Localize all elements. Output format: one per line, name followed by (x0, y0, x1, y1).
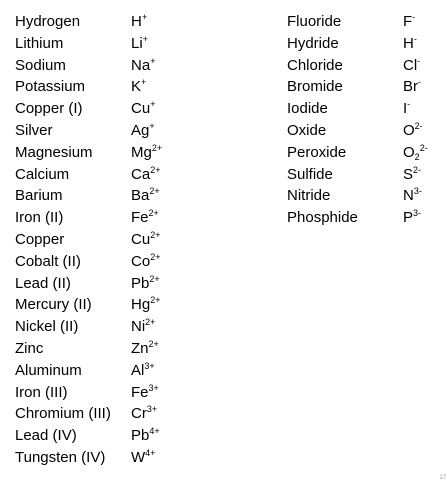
ion-formula (403, 55, 420, 77)
ion-symbol: Pb (131, 427, 150, 445)
ion-formula (403, 207, 421, 229)
ion-charge: 4+ (149, 426, 160, 437)
ion-symbol: Cu (131, 100, 151, 118)
ion-charge: 2+ (149, 186, 160, 197)
ion-charge: 2+ (151, 142, 163, 153)
ion-formula (131, 273, 160, 295)
ion-charge: - (413, 33, 417, 44)
ion-name: Chloride (287, 56, 343, 74)
ion-formula (403, 185, 422, 207)
ion-name: Fluoride (287, 13, 342, 30)
ion-name: Copper (I) (15, 100, 83, 118)
ion-formula (131, 360, 155, 382)
ion-formula (131, 120, 155, 142)
ion-name: Magnesium (15, 143, 93, 161)
ion-formula (131, 382, 159, 404)
ion-charge: 3+ (148, 382, 159, 393)
ion-formula (403, 142, 428, 164)
ion-subscript: 2 (414, 151, 420, 162)
ion-charge: 2+ (148, 338, 159, 349)
ion-formula (131, 55, 155, 77)
ion-formula (131, 425, 160, 447)
ion-name: Sulfide (287, 165, 333, 183)
ion-name: Calcium (15, 165, 70, 183)
ion-symbol: H (403, 34, 414, 52)
ion-symbol: H (131, 13, 142, 30)
ion-symbol: O (403, 121, 415, 139)
ion-symbol: O (403, 143, 415, 161)
page-number: 17 (439, 475, 446, 481)
ion-symbol: Ni (131, 318, 146, 336)
ion-name: Peroxide (287, 143, 347, 161)
ion-formula (131, 33, 148, 55)
ion-name: Iodide (287, 100, 328, 118)
ion-charge: 2- (414, 120, 423, 131)
ion-charge: + (141, 77, 147, 88)
ion-name: Zinc (15, 339, 44, 357)
ion-charge: 3+ (146, 404, 158, 415)
ion-formula (131, 142, 162, 164)
ion-charge: - (412, 12, 416, 22)
ion-formula (131, 338, 159, 360)
ion-charge: 2+ (148, 208, 159, 219)
ion-symbol: I (403, 100, 408, 118)
ion-charge: 3- (413, 186, 422, 197)
ion-formula (131, 164, 160, 186)
ion-charge: - (407, 99, 411, 110)
ion-charge: - (417, 55, 421, 66)
ion-formula (403, 164, 421, 186)
ion-formula (131, 185, 160, 207)
ion-name: Sodium (15, 56, 66, 74)
ion-formula (403, 11, 415, 33)
ion-formula (131, 229, 160, 251)
ion-formula (131, 98, 155, 120)
ion-symbol: Br (403, 78, 418, 96)
ion-formula (131, 207, 159, 229)
ion-symbol: S (403, 165, 414, 183)
ion-symbol: Pb (131, 274, 150, 292)
ion-symbol: Ca (131, 165, 151, 183)
ion-charge: + (141, 12, 148, 22)
ion-formula (403, 33, 417, 55)
ion-formula (131, 251, 160, 273)
ion-name: Iron (III) (15, 383, 68, 401)
ion-symbol: N (403, 187, 414, 205)
ion-formula (131, 403, 157, 425)
ion-charge: 2+ (150, 229, 161, 240)
ion-charge: 4+ (145, 447, 156, 458)
ion-formula (131, 447, 155, 469)
ion-symbol: Fe (131, 209, 149, 227)
ion-name: Hydrogen (15, 13, 81, 30)
ion-formula (403, 76, 421, 98)
ion-charge: 3+ (144, 360, 155, 371)
ion-name: Copper (15, 230, 65, 248)
ion-charge: 2+ (150, 164, 161, 175)
ion-charge: 2- (419, 142, 428, 153)
ion-charge: 2+ (145, 317, 156, 328)
ion-charge: - (418, 77, 421, 88)
ion-name: Nitride (287, 187, 331, 205)
ion-symbol: Cu (131, 230, 151, 248)
ion-name: Iron (II) (15, 209, 64, 227)
ion-charge: + (149, 120, 155, 131)
ion-charge: 2+ (150, 251, 161, 262)
ion-name: Cobalt (II) (15, 252, 81, 270)
ion-formula (403, 120, 423, 142)
ion-name: Nickel (II) (15, 318, 79, 336)
ion-symbol: F (403, 13, 413, 30)
ion-symbol: Hg (131, 296, 151, 314)
ion-symbol: Fe (131, 383, 149, 401)
ion-symbol: Co (131, 252, 151, 270)
ion-name: Phosphide (287, 209, 358, 227)
ion-name: Hydride (287, 34, 339, 52)
ion-name: Potassium (15, 78, 86, 96)
ion-symbol: Mg (131, 143, 152, 161)
ion-charge: 2+ (149, 273, 160, 284)
ion-symbol: Ba (131, 187, 150, 205)
ion-charge: + (142, 33, 148, 44)
ion-formula (131, 76, 146, 98)
ion-name: Silver (15, 121, 53, 139)
ion-name: Bromide (287, 78, 343, 96)
ion-charge: + (150, 55, 156, 66)
ion-symbol: W (131, 448, 146, 466)
ion-symbol: K (131, 78, 142, 96)
ion-symbol: Na (131, 56, 151, 74)
ion-charge: 3- (413, 208, 422, 219)
ion-formula (131, 11, 147, 33)
ion-formula (131, 316, 155, 338)
ion-symbol: Al (131, 361, 145, 379)
ion-formula (403, 98, 410, 120)
ion-symbol: Ag (131, 121, 150, 139)
ion-name: Lead (IV) (15, 427, 77, 445)
ion-name: Lead (II) (15, 274, 71, 292)
ion-symbol: Cl (403, 56, 418, 74)
ion-name: Oxide (287, 121, 327, 139)
ion-name: Tungsten (IV) (15, 448, 106, 466)
ion-name: Mercury (II) (15, 296, 92, 314)
ion-name: Barium (15, 187, 63, 205)
ion-symbol: Li (131, 34, 143, 52)
ion-charge: 2- (413, 164, 422, 175)
ion-symbol: P (403, 209, 414, 227)
ion-name: Aluminum (15, 361, 82, 379)
ion-charge: + (150, 99, 156, 110)
ion-charge: 2+ (150, 295, 161, 306)
ion-symbol: Zn (131, 339, 149, 357)
ion-name: Lithium (15, 34, 64, 52)
ion-formula (131, 294, 160, 316)
ion-name: Chromium (III) (15, 405, 111, 423)
ion-symbol: Cr (131, 405, 147, 423)
